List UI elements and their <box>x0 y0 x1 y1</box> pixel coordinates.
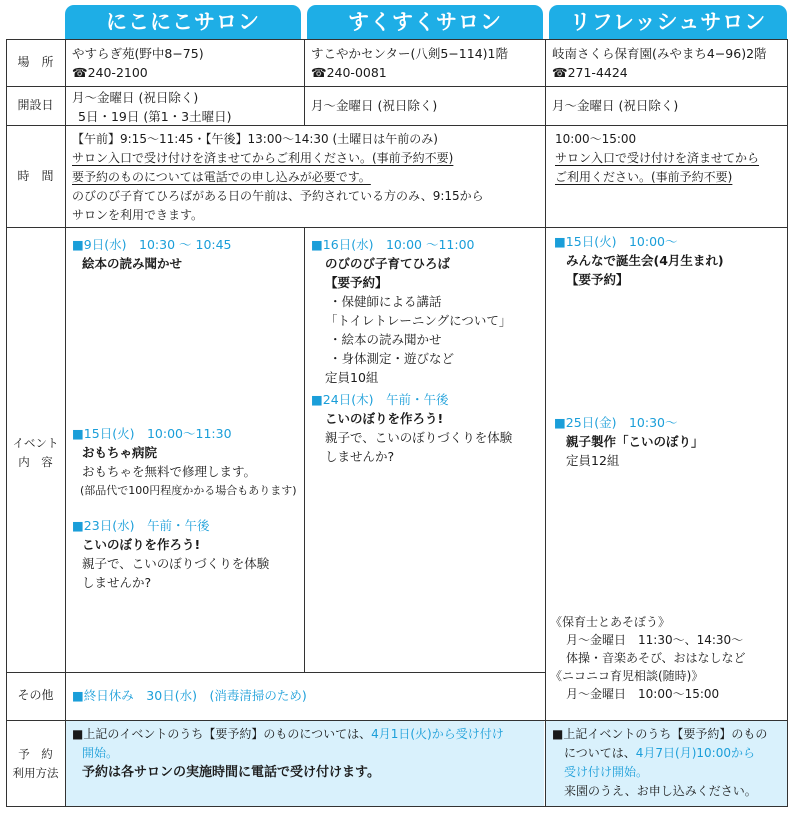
row-label-reserve-line2: 利用方法 <box>12 766 59 780</box>
days-line: 5日・19日 (第1・3土曜日) <box>78 109 232 124</box>
row-label-time: 時 間 <box>17 169 54 183</box>
event-nikoniko-1 <box>72 235 232 273</box>
event-refresh-1 <box>554 232 724 289</box>
row-label-other: その他 <box>17 688 54 702</box>
event-desc: 親子で、こいのぼりづくりを体験 <box>325 430 513 445</box>
event-capacity: 定員10組 <box>325 370 379 385</box>
event-date: ■25日(金) 10:30〜 <box>554 415 678 430</box>
days-sukusuku: 月〜金曜日 (祝日除く) <box>311 98 438 113</box>
event-title: のびのび子育てひろば <box>325 256 451 271</box>
reserve-refresh <box>552 725 767 801</box>
place-address: やすらぎ苑(野中8−75) <box>72 46 204 61</box>
event-sukusuku-2 <box>311 390 512 466</box>
row-label-event <box>6 434 65 472</box>
grid-line <box>65 39 66 807</box>
time-line: サロン入口で受け付けを済ませてから <box>555 151 760 165</box>
place-phone: ☎240-0081 <box>311 65 387 80</box>
extra-line: 月〜金曜日 10:00〜15:00 <box>566 687 720 701</box>
extra-line: 体操・音楽あそび、おはなしなど <box>566 651 746 665</box>
time-line: 10:00〜15:00 <box>555 132 637 146</box>
time-shared <box>72 130 484 225</box>
event-desc: ・絵本の読み聞かせ <box>329 332 442 347</box>
row-label-reserve <box>6 745 65 783</box>
event-date: ■16日(水) 10:00 〜11:00 <box>311 237 475 252</box>
time-refresh <box>555 130 759 187</box>
days-refresh: 月〜金曜日 (祝日除く) <box>552 98 679 113</box>
event-note: (部品代で100円程度かかる場合もあります) <box>80 484 297 497</box>
extra-line: 《保育士とあそぼう》 <box>550 615 671 629</box>
event-refresh-2 <box>554 413 704 470</box>
place-phone: ☎240-2100 <box>72 65 148 80</box>
event-title: おもちゃ病院 <box>82 445 158 460</box>
event-nikoniko-2 <box>72 424 297 500</box>
grid-line <box>6 806 788 807</box>
place-address: すこやかセンター(八剣5−114)1階 <box>311 46 508 61</box>
grid-line <box>6 39 788 40</box>
grid-line <box>545 39 546 807</box>
event-nikoniko-3 <box>72 516 269 592</box>
reserve-date: 開始。 <box>82 746 119 760</box>
event-sukusuku-1 <box>311 235 511 387</box>
event-desc: ・身体測定・遊びなど <box>329 351 455 366</box>
time-line: 【午前】9:15〜11:45・【午後】13:00〜14:30 (土曜日は午前のみ) <box>72 132 438 146</box>
event-title: 親子製作「こいのぼり」 <box>566 434 704 449</box>
event-title: こいのぼりを作ろう! <box>325 411 444 426</box>
grid-line <box>304 227 305 672</box>
row-label-reserve-line1: 予 約 <box>18 747 53 761</box>
event-date: ■9日(水) 10:30 〜 10:45 <box>72 237 232 252</box>
row-label-event-line1: イベント <box>12 436 59 450</box>
event-date: ■23日(水) 午前・午後 <box>72 518 210 533</box>
header-sukusuku: すくすくサロン <box>307 5 543 39</box>
header-refresh: リフレッシュサロン <box>549 5 787 39</box>
place-nikoniko <box>72 44 204 82</box>
extra-line: 《ニコニコ育児相談(随時)》 <box>550 669 704 683</box>
time-line: サロンを利用できます。 <box>72 208 204 222</box>
header-nikoniko: にこにこサロン <box>65 5 301 39</box>
row-label-event-line2: 内 容 <box>18 455 53 469</box>
reserve-shared <box>72 725 504 782</box>
time-line: ご利用ください。(事前予約不要) <box>555 170 733 184</box>
event-title: みんなで誕生会(4月生まれ) <box>566 253 724 268</box>
reserve-date: 4月1日(火)から受け付け <box>371 727 504 741</box>
event-date: ■24日(木) 午前・午後 <box>311 392 449 407</box>
reserve-note: 予約は各サロンの実施時間に電話で受け付けます。 <box>82 765 380 780</box>
event-title: こいのぼりを作ろう! <box>82 537 201 552</box>
other-shared: ■終日休み 30日(水) (消毒清掃のため) <box>72 688 307 703</box>
place-refresh <box>552 44 767 82</box>
grid-line <box>6 720 788 721</box>
event-date: ■15日(火) 10:00〜11:30 <box>72 426 232 441</box>
event-desc: 親子で、こいのぼりづくりを体験 <box>82 556 270 571</box>
days-line: 月〜金曜日 (祝日除く) <box>72 90 199 105</box>
place-address: 岐南さくら保育園(みやまち4−96)2階 <box>552 46 767 61</box>
event-desc: しませんか? <box>325 449 395 464</box>
place-phone: ☎271-4424 <box>552 65 628 80</box>
extra-line: 月〜金曜日 11:30〜、14:30〜 <box>566 633 744 647</box>
event-desc: 「トイレトレーニングについて」 <box>325 313 512 328</box>
event-desc: しませんか? <box>82 575 152 590</box>
grid-line <box>6 672 546 673</box>
event-desc: ・保健師による講話 <box>329 294 442 309</box>
event-badge: 【要予約】 <box>325 275 388 290</box>
place-sukusuku <box>311 44 508 82</box>
time-line: サロン入口で受け付けを済ませてからご利用ください。(事前予約不要) <box>72 151 454 165</box>
reserve-text: ■上記イベントのうち【要予約】のもの <box>552 727 768 741</box>
time-line: 要予約のものについては電話での申し込みが必要です。 <box>72 170 371 184</box>
reserve-date: 4月7日(月)10:00から <box>635 746 755 760</box>
reserve-text: ■上記のイベントのうち【要予約】のものについては、 <box>72 727 372 741</box>
row-label-days: 開設日 <box>17 98 54 112</box>
reserve-date: 受け付け開始。 <box>564 765 649 779</box>
time-line: のびのび子育てひろばがある日の午前は、予約されている方のみ、9:15から <box>72 189 484 203</box>
row-label-place: 場 所 <box>17 55 54 69</box>
event-refresh-extra <box>550 613 746 703</box>
reserve-note: 来園のうえ、お申し込みください。 <box>564 784 757 798</box>
grid-line <box>787 39 788 807</box>
event-capacity: 定員12組 <box>566 453 620 468</box>
days-nikoniko <box>72 88 232 126</box>
event-title: 絵本の読み聞かせ <box>82 256 183 271</box>
reserve-text: については、 <box>564 746 636 760</box>
event-date: ■15日(火) 10:00〜 <box>554 234 678 249</box>
grid-line <box>304 39 305 126</box>
event-badge: 【要予約】 <box>566 272 629 287</box>
grid-line <box>6 227 788 228</box>
event-desc: おもちゃを無料で修理します。 <box>82 464 257 479</box>
grid-line <box>6 86 788 87</box>
